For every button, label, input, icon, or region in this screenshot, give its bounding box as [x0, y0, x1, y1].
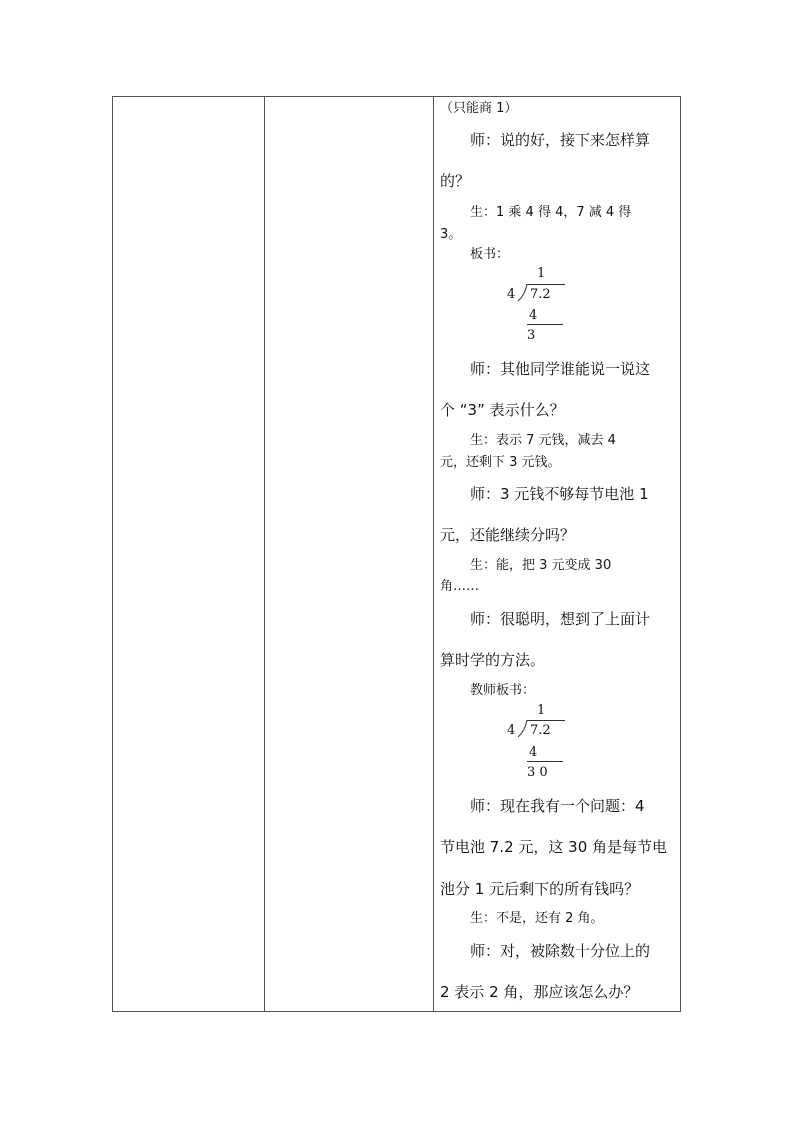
text-line: 节电池 7.2 元，这 30 角是每节电: [440, 838, 668, 856]
quotient: 1: [537, 703, 546, 718]
division-bar: [527, 720, 565, 721]
subtract: 4: [529, 745, 538, 760]
text-line: 3。: [440, 227, 462, 242]
subtract-line: [527, 761, 563, 762]
quotient: 1: [537, 266, 546, 281]
text-line: 个 “3” 表示什么？: [440, 401, 565, 419]
dividend: 7.2: [530, 287, 551, 302]
text-line: 生：能，把 3 元变成 30: [470, 558, 612, 573]
text-line: 元，还能继续分吗？: [440, 526, 576, 544]
remainder: 3 0: [527, 765, 548, 780]
text-line: 生：不是，还有 2 角。: [470, 911, 604, 926]
text-line: 池分 1 元后剩下的所有钱吗？: [440, 880, 640, 898]
column-divider-2: [433, 97, 434, 1011]
text-line: 师：对，被除数十分位上的: [470, 942, 651, 960]
text-line: 师：3 元钱不够每节电池 1: [470, 485, 649, 503]
divisor: 4: [507, 723, 516, 738]
text-line: 生：表示 7 元钱，减去 4: [470, 433, 616, 448]
text-line: 角……: [440, 579, 480, 594]
subtract: 4: [529, 308, 538, 323]
dividend: 7.2: [530, 723, 551, 738]
remainder: 3: [527, 328, 536, 343]
text-line: 师：现在我有一个问题：4: [470, 797, 645, 815]
lesson-table: [112, 96, 681, 1012]
text-line: 板书：: [470, 247, 510, 262]
text-line: 的？: [440, 172, 471, 190]
text-line: 生：1 乘 4 得 4，7 减 4 得: [470, 205, 632, 220]
text-line: 师：很聪明，想到了上面计: [470, 610, 651, 628]
text-line: 2 表示 2 角，那应该怎么办？: [440, 983, 639, 1001]
column-divider-1: [264, 97, 265, 1011]
text-line: （只能商 1）: [440, 101, 518, 116]
text-line: 算时学的方法。: [440, 651, 546, 669]
division-bracket: [517, 283, 529, 303]
divisor: 4: [507, 287, 516, 302]
division-bar: [527, 284, 565, 285]
text-line: 师：说的好，接下来怎样算: [470, 131, 651, 149]
text-line: 教师板书：: [470, 683, 536, 698]
subtract-line: [527, 324, 563, 325]
text-line: 师：其他同学谁能说一说这: [470, 360, 651, 378]
text-line: 元，还剩下 3 元钱。: [440, 455, 561, 470]
division-bracket: [517, 719, 529, 739]
